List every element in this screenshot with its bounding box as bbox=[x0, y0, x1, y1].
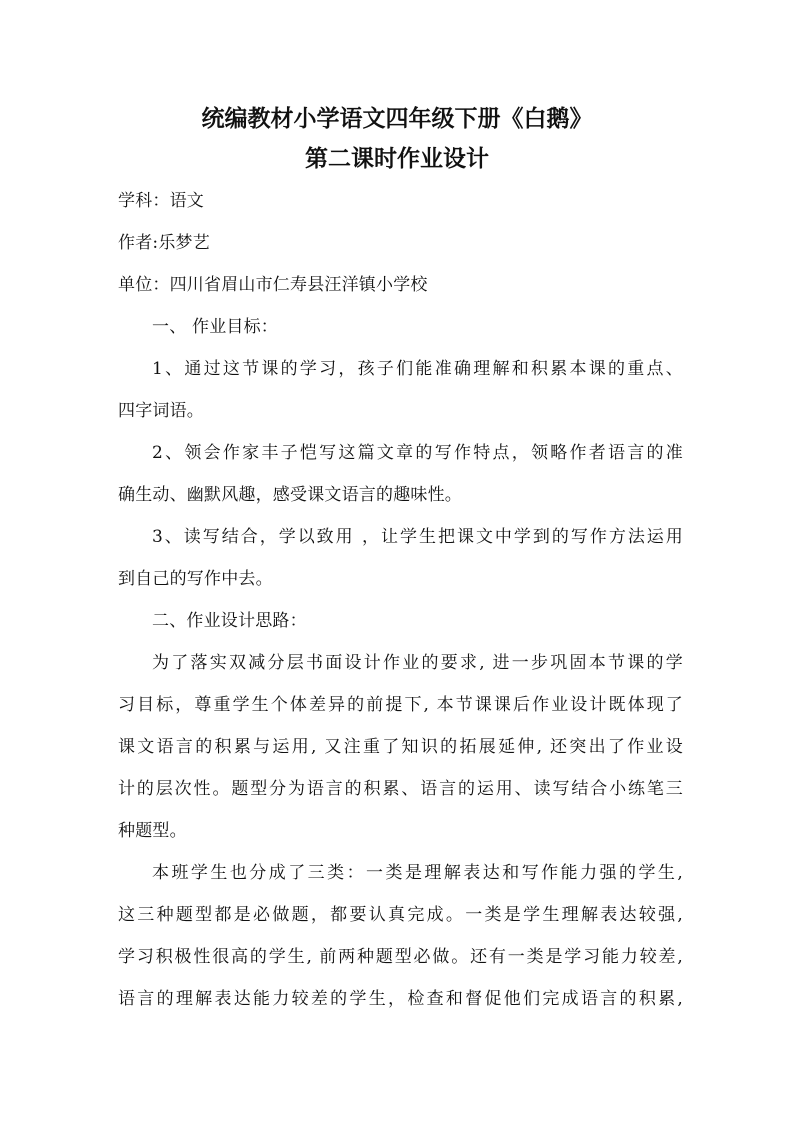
design-paragraph-line-4: 计的层次性。题型分为语言的积累、语言的运用、读写结合小练笔三 bbox=[118, 779, 683, 799]
class-paragraph-line-3: 学习积极性很高的学生, 前两种题型必做。还有一类是学习能力较差, bbox=[118, 947, 683, 967]
goal-2-line-1: 2、领会作家丰子恺写这篇文章的写作特点，领略作者语言的准 bbox=[152, 443, 683, 463]
design-paragraph-line-5: 种题型。 bbox=[118, 821, 187, 841]
document-title: 统编教材小学语文四年级下册《白鹅》 bbox=[201, 105, 593, 132]
class-paragraph-line-1: 本班学生也分成了三类：一类是理解表达和写作能力强的学生, bbox=[152, 863, 683, 883]
class-paragraph-line-2: 这三种题型都是必做题，都要认真完成。一类是学生理解表达较强, bbox=[118, 905, 683, 925]
unit-line: 单位：四川省眉山市仁寿县汪洋镇小学校 bbox=[118, 275, 428, 295]
design-paragraph-line-2: 习目标，尊重学生个体差异的前提下, 本节课课后作业设计既体现了 bbox=[118, 695, 683, 715]
section-heading-design: 二、作业设计思路： bbox=[152, 611, 307, 631]
goal-2-line-2: 确生动、幽默风趣，感受课文语言的趣味性。 bbox=[118, 485, 462, 505]
document-subtitle: 第二课时作业设计 bbox=[305, 145, 489, 172]
class-paragraph-line-4: 语言的理解表达能力较差的学生，检查和督促他们完成语言的积累, bbox=[118, 989, 683, 1009]
subject-line: 学科：语文 bbox=[118, 191, 204, 211]
goal-1-line-1: 1、通过这节课的学习，孩子们能准确理解和积累本课的重点、 bbox=[152, 359, 683, 379]
design-paragraph-line-3: 课文语言的积累与运用, 又注重了知识的拓展延伸, 还突出了作业设 bbox=[118, 737, 683, 757]
design-paragraph-line-1: 为了落实双减分层书面设计作业的要求, 进一步巩固本节课的学 bbox=[152, 653, 683, 673]
section-heading-goals: 一、 作业目标： bbox=[152, 317, 279, 337]
goal-3-line-2: 到自己的写作中去。 bbox=[118, 569, 273, 589]
goal-3-line-1: 3、读写结合，学以致用 ，让学生把课文中学到的写作方法运用 bbox=[152, 527, 683, 547]
author-line: 作者:乐梦艺 bbox=[118, 233, 210, 253]
goal-1-line-2: 四字词语。 bbox=[118, 401, 204, 421]
